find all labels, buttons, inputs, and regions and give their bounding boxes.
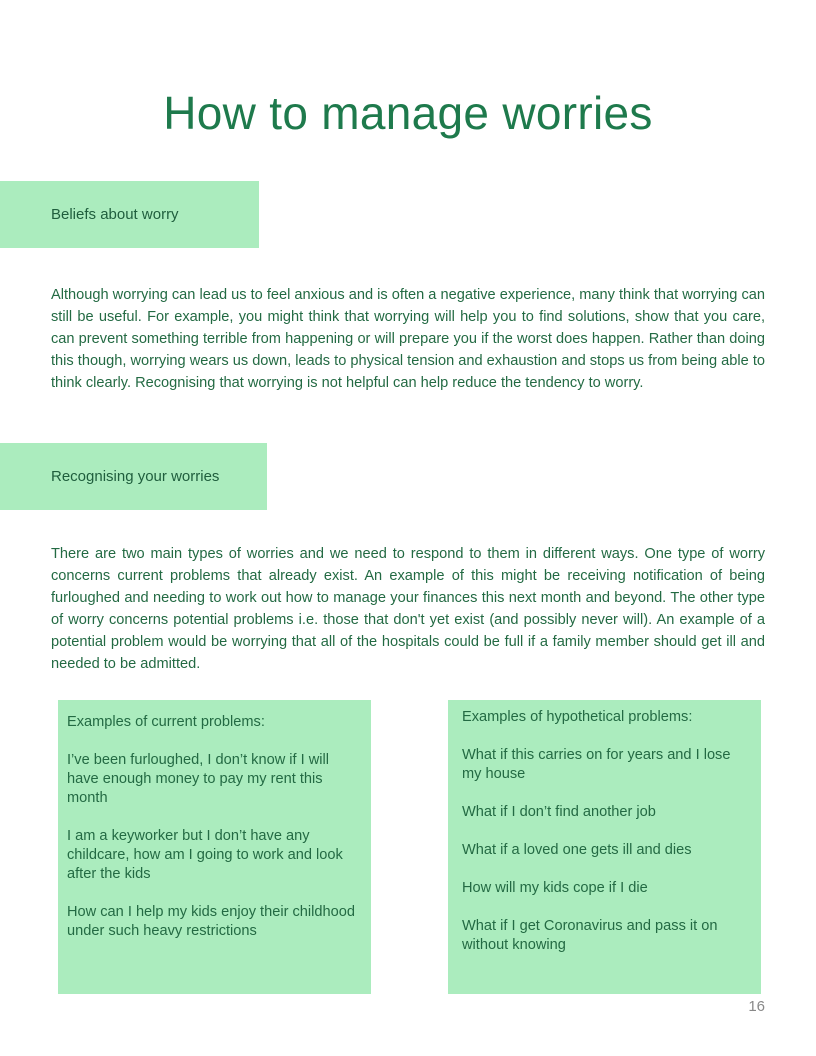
section-heading-band: [0, 181, 259, 248]
current-problems-box: [58, 700, 371, 994]
box-heading: Examples of current problems:: [67, 714, 265, 730]
list-item: What if I don’t find another job: [462, 804, 656, 820]
section-heading: Beliefs about worry: [51, 206, 179, 223]
box-heading: Examples of hypothetical problems:: [462, 709, 693, 725]
list-item: How can I help my kids enjoy their childhood under such heavy restrictions: [67, 904, 355, 939]
section-heading-band: [0, 443, 267, 510]
section-heading: Recognising your worries: [51, 468, 220, 485]
list-item: How will my kids cope if I die: [462, 880, 648, 896]
list-item: What if this carries on for years and I lose my house: [462, 747, 731, 782]
hypothetical-problems-box: [448, 700, 761, 994]
list-item: I am a keyworker but I don’t have any childcare, how am I going to work and look after the kids: [67, 828, 343, 882]
section-body: There are two main types of worries and we need to respond to them in different ways. One type of worry concerns current problems that already exist. An example of this might be receiving notification of being furloughed and needing to work out how to manage your finances this next month and beyond. The other type of worry concerns potential problems i.e. those that don't yet exist (and possibly never will). An example of a potential problem would be worrying that all of the hospitals could be full if a family member should get ill and needed to be admitted.: [51, 546, 765, 672]
page-title: How to manage worries: [163, 87, 653, 139]
list-item: What if a loved one gets ill and dies: [462, 842, 692, 858]
list-item: What if I get Coronavirus and pass it on without knowing: [462, 918, 718, 953]
list-item: I’ve been furloughed, I don’t know if I will have enough money to pay my rent this month: [67, 752, 330, 806]
section-body: Although worrying can lead us to feel anxious and is often a negative experience, many think that worrying can still be useful. For example, you might think that worrying will help you to find solutions, show that you care, can prevent something terrible from happening or will prepare you if the worst does happen. Rather than doing this though, worrying wears us down, leads to physical tension and exhaustion and stops us from being able to think clearly. Recognising that worrying is not helpful can help reduce the tendency to worry.: [51, 287, 765, 391]
page-number: 16: [748, 998, 765, 1015]
